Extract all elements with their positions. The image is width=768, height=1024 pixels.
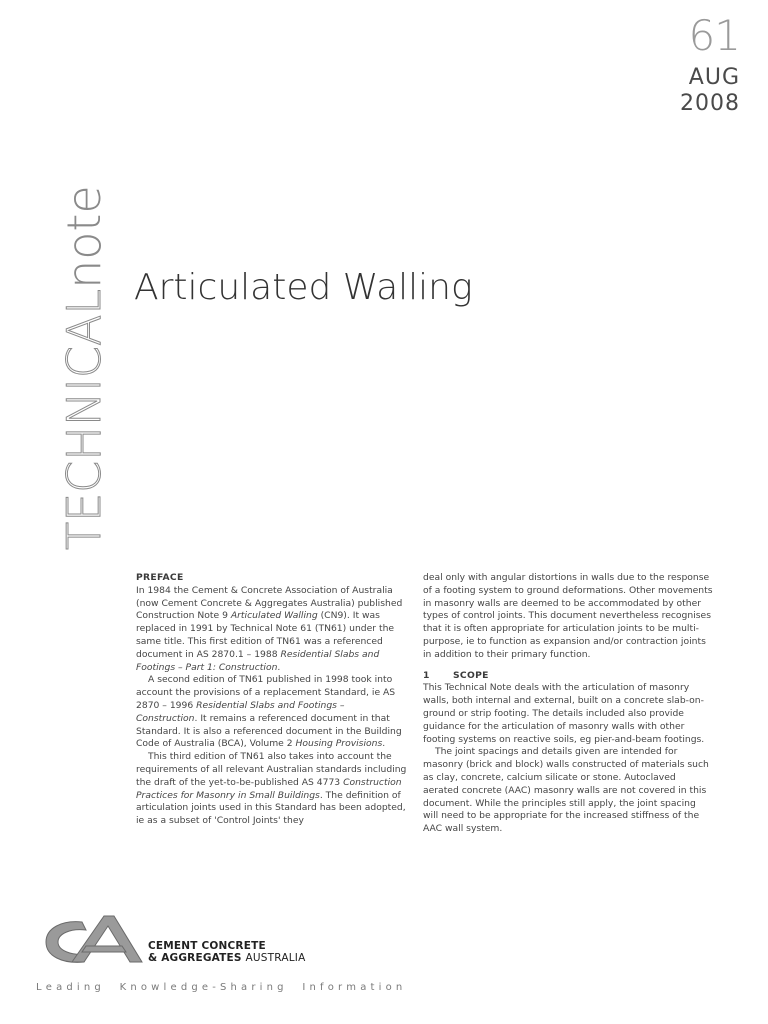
- scope-paragraph-1: This Technical Note deals with the articulation of masonry walls, both internal and external, built on a concrete slab-on-ground or strip footing. The details included also provide guidance for the articulation of masonry walls with other footing systems on reactive soils, eg pier-and-beam footings.: [423, 682, 705, 745]
- series-title-part1: TECHNICAL: [57, 288, 111, 550]
- technical-note-number: 61: [688, 11, 740, 60]
- right-column: [423, 572, 713, 836]
- document-title: Articulated Walling: [134, 267, 473, 308]
- scope-paragraph-2: The joint spacings and details given are intended for masonry (brick and block) walls constructed of materials such as clay, concrete, calcium silicate or stone. Autoclaved aerated concrete (AAC) masonry walls are not covered in this document. While the principles still apply, the joint spacing will need to be appropriate for the increased stiffness of the AAC wall system.: [423, 746, 709, 835]
- preface-heading: PREFACE: [136, 572, 184, 583]
- footer-tagline: L e a d i n g K n o w l e d g e - S h a r i n g I n f o r m a t i o n: [36, 982, 403, 993]
- logo-line-2a: & AGGREGATES: [148, 952, 242, 964]
- preface-paragraph-3-continued: deal only with angular distortions in walls due to the response of a footing system to ground deformations. Other movements in masonry walls are deemed to be accommodated by other types of control joints. This document nevertheless recognises that it is often appropriate for articulation joints to be multi-purpose, ie to function as expansion and/or contraction joints in addition to their primary function.: [423, 572, 713, 660]
- preface-paragraph-3: This third edition of TN61 also takes into account the requirements of all relevant Australian standards including the draft of the yet-to-be-published AS 4773 Construction Practices for Masonry in Small Buildings. The definition of articulation joints used in this Standard has been adopted, ie as a subset of 'Control Joints' they: [136, 751, 407, 827]
- logo-line-2: [148, 952, 305, 964]
- scope-heading: [423, 670, 713, 683]
- logo-line-2b: AUSTRALIA: [245, 952, 306, 964]
- left-column: [136, 572, 408, 828]
- svg-text:TECHNICALnote: [57, 185, 111, 550]
- ccaa-logo-text: [148, 940, 305, 964]
- preface-paragraph-2: A second edition of TN61 published in 1998 took into account the provisions of a replacement Standard, ie AS 2870 – 1996 Residential Slabs and Footings – Construction. It remains a referenced document in that Standard. It is also a referenced document in the Building Code of Australia (BCA), Volume 2 Housing Provisions.: [136, 674, 402, 750]
- issue-year: 2008: [680, 91, 740, 116]
- ccaa-logo-mark: [42, 912, 146, 970]
- preface-paragraph-1: In 1984 the Cement & Concrete Association of Australia (now Cement Concrete & Aggregates Australia) published Construction Note 9 Articulated Walling (CN9). It was replaced in 1991 by Technical Note 61 (TN61) under the same title. This first edition of TN61 was a referenced document in AS 2870.1 – 1988 Residential Slabs and Footings – Part 1: Construction.: [136, 584, 403, 673]
- series-title-vertical: [57, 150, 111, 550]
- logo-line-1: CEMENT CONCRETE: [148, 940, 266, 952]
- scope-title: SCOPE: [453, 669, 489, 681]
- series-title-part2: note: [57, 185, 111, 289]
- ccaa-logo: [42, 912, 332, 972]
- scope-number: 1: [423, 669, 430, 681]
- issue-month: AUG: [688, 65, 740, 90]
